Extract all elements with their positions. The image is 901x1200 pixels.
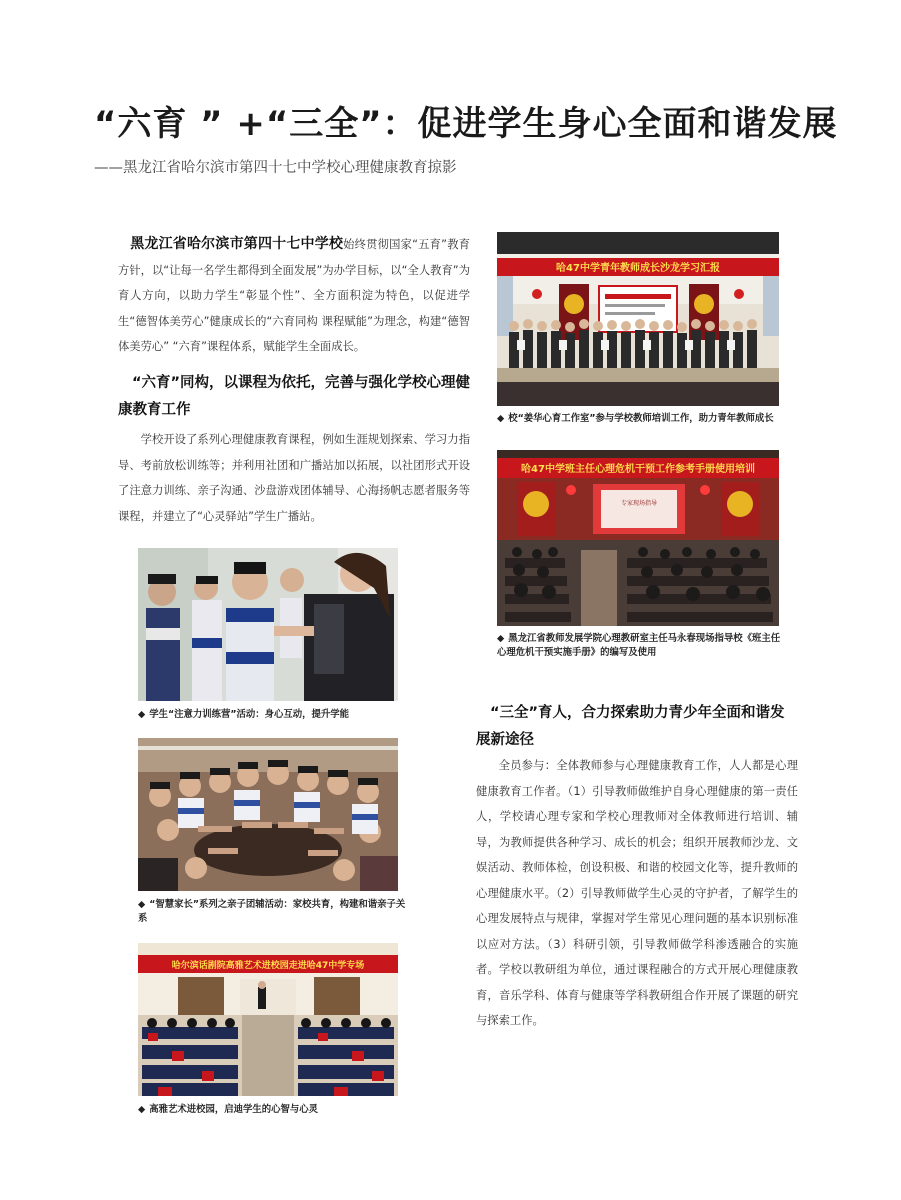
section2-heading [476, 700, 798, 754]
bullet-diamond: ◆ [497, 633, 505, 644]
photo-attention-camp [138, 548, 398, 701]
bullet-diamond: ◆ [138, 709, 146, 720]
photo-art-campus [138, 943, 398, 1096]
intro-paragraph [118, 232, 470, 360]
photo-crisis-training [497, 450, 779, 626]
banner-art: 哈尔滨话剧院高雅艺术进校园走进哈47中学专场 [171, 961, 365, 971]
section2-body: 全员参与：全体教师参与心理健康教育工作，人人都是心理健康教育工作者。（1）引导教师做维护自身心理健康的第一责任人，学校请心理专家和学校心理教师对全体教师进行培训、辅导，为教师提供各种学习、成长的机会；组织开展教师沙龙、文娱活动、教师体检，创设积极、和谐的校园文化等，提升教师的心理健康水平。（2）引导教师做学生心灵的守护者，了解学生的心理发展特点与规律，掌握对学生常见心理问题的基本识别标准以应对方法。（3）科研引领，引导教师做学科渗透融合的实施者。学校以教研组为单位，通过课程融合的方式开展心理健康教育，音乐学科、体育与健康等学科教研组合作开展了课题的研究与探索工作。 [476, 759, 798, 1027]
section1-heading [118, 370, 478, 424]
photo-parent-child [138, 738, 398, 891]
section2-heading-text: “三全”育人，合力探索助力青少年全面和谐发展新途径 [476, 705, 785, 748]
article-title: “六育 ” +“三全”：促进学生身心全面和谐发展 [94, 104, 838, 144]
section1-body: 学校开设了系列心理健康教育课程，例如生涯规划探索、学习力指导、考前放松训练等；并利用社团和广播站加以拓展，以社团形式开设了注意力训练、亲子沟通、沙盘游戏团体辅导、心海扬帆志愿者服务等课程，并建立了“心灵驿站”学生广播站。 [118, 433, 470, 523]
caption-text: 高雅艺术进校园，启迪学生的心智与心灵 [149, 1104, 318, 1115]
caption-text: “智慧家长”系列之亲子团辅活动：家校共育，构建和谐亲子关系 [138, 899, 406, 924]
bullet-diamond: ◆ [138, 1104, 146, 1115]
caption-text: 校“姜华心育工作室”参与学校教师培训工作，助力青年教师成长 [508, 413, 774, 424]
caption-teacher-salon [497, 412, 783, 426]
caption-art-campus [138, 1103, 408, 1117]
photo-teacher-salon [497, 232, 779, 406]
intro-text: 始终贯彻国家“五育”教育方针，以“让每一名学生都得到全面发展”为办学目标，以“全人教育”为育人方向，以助力学生“彰显个性”、全方面积淀为特色，以促进学生“德智体美劳心”健康成长的“六育同构 课程赋能”为理念，构建“德智体美劳心” “六育”课程体系，赋能学生全面成长。 [118, 238, 470, 353]
screen-text: 专家现场指导 [620, 500, 658, 507]
section1-heading-text: “六育”同构，以课程为依托，完善与强化学校心理健康教育工作 [118, 375, 471, 418]
banner-training: 哈47中学班主任心理危机干预工作参考手册使用培训 [521, 464, 755, 475]
caption-text: 学生“注意力训练营”活动：身心互动，提升学能 [149, 709, 350, 720]
caption-crisis-training [497, 632, 787, 660]
caption-parent-child [138, 898, 406, 926]
caption-text: 黑龙江省教师发展学院心理教研室主任马永春现场指导校《班主任心理危机干预实施手册》的编写及使用 [497, 633, 781, 658]
banner-salon: 哈47中学青年教师成长沙龙学习汇报 [556, 263, 720, 274]
article-subtitle: ——黑龙江省哈尔滨市第四十七中学校心理健康教育掠影 [94, 160, 457, 176]
caption-attention-camp [138, 708, 408, 722]
bullet-diamond: ◆ [138, 899, 146, 910]
intro-lead: 黑龙江省哈尔滨市第四十七中学校 [130, 236, 344, 252]
bullet-diamond: ◆ [497, 413, 505, 424]
